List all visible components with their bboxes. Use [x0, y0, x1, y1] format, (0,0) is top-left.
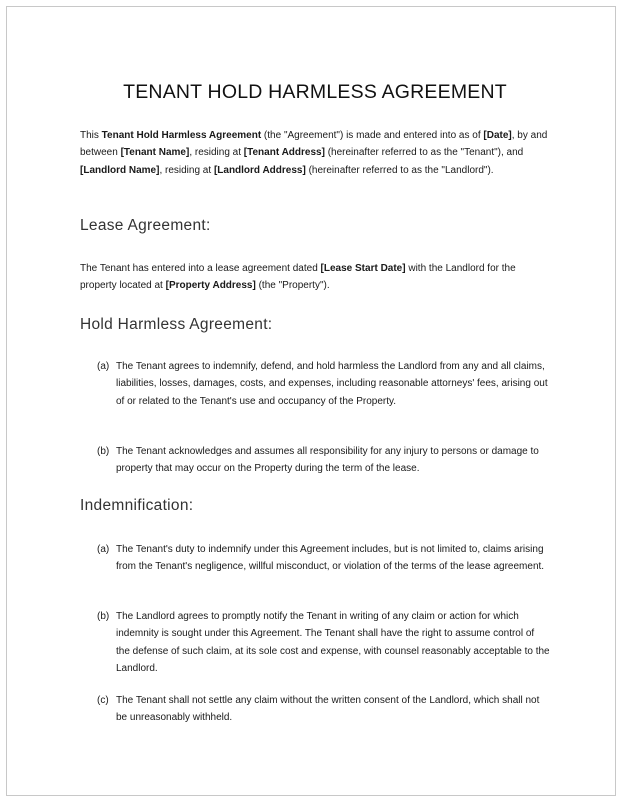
list-item	[97, 358, 550, 410]
list-item-marker: (b)	[97, 446, 110, 457]
lease-start-date-placeholder: [Lease Start Date]	[320, 263, 406, 274]
tenant-address-placeholder: [Tenant Address]	[243, 147, 325, 159]
list-item-text: The Landlord agrees to promptly notify the Tenant in writing of any claim or action for which indemnity is sought under this Agreement. The Tenant shall have the right to assume control of the defense of such claim, at its sole cost and expense, with counsel reasonably acceptable to the Landlord.	[116, 611, 550, 674]
list-item	[97, 541, 550, 576]
list-item-text: The Tenant's duty to indemnify under this Agreement includes, but is not limited to, claims arising from the Tenant's negligence, willful misconduct, or violation of the terms of the lease agreement.	[116, 544, 545, 573]
list-item-marker: (c)	[97, 695, 109, 706]
list-item-marker: (a)	[97, 544, 110, 555]
list-item-marker: (b)	[97, 611, 110, 622]
list-item	[97, 443, 550, 478]
landlord-address-placeholder: [Landlord Address]	[213, 164, 306, 176]
list-item-marker: (a)	[97, 361, 110, 372]
landlord-name-placeholder: [Landlord Name]	[80, 164, 160, 176]
document-title: TENANT HOLD HARMLESS AGREEMENT	[123, 81, 507, 103]
list-item	[97, 608, 550, 677]
section-heading-indemnification: Indemnification:	[80, 497, 194, 514]
lease-agreement-paragraph: The Tenant has entered into a lease agreement dated [Lease Start Date] with the Landlord for the property located at [Property Address] (the "Property").	[80, 263, 516, 292]
property-address-placeholder: [Property Address]	[165, 280, 256, 292]
intro-paragraph: This Tenant Hold Harmless Agreement (the "Agreement") is made and entered into as of [Date], by and between [Tenant Name], residing at [Tenant Address] (hereinafter referred to as the "Tenant"), and [Landlord Name], residing at [Landlord Address] (hereinafter referred to as the "Landlord").	[80, 130, 548, 176]
section-heading-hold-harmless: Hold Harmless Agreement:	[80, 316, 273, 333]
document-page	[6, 6, 616, 796]
section-heading-lease-agreement: Lease Agreement:	[80, 217, 211, 234]
tenant-name-placeholder: [Tenant Name]	[120, 147, 190, 159]
date-placeholder: [Date]	[483, 130, 512, 141]
agreement-name: Tenant Hold Harmless Agreement	[101, 130, 262, 141]
list-item	[97, 692, 550, 727]
list-item-text: The Tenant agrees to indemnify, defend, and hold harmless the Landlord from any and all claims, liabilities, losses, damages, costs, and expenses, including reasonable attorneys' fees, arising out of or related to the Tenant's use and occupancy of the Property.	[116, 361, 548, 407]
list-item-text: The Tenant acknowledges and assumes all responsibility for any injury to persons or damage to property that may occur on the Property during the term of the lease.	[116, 446, 539, 475]
list-item-text: The Tenant shall not settle any claim without the written consent of the Landlord, which shall not be unreasonably withheld.	[116, 695, 540, 724]
